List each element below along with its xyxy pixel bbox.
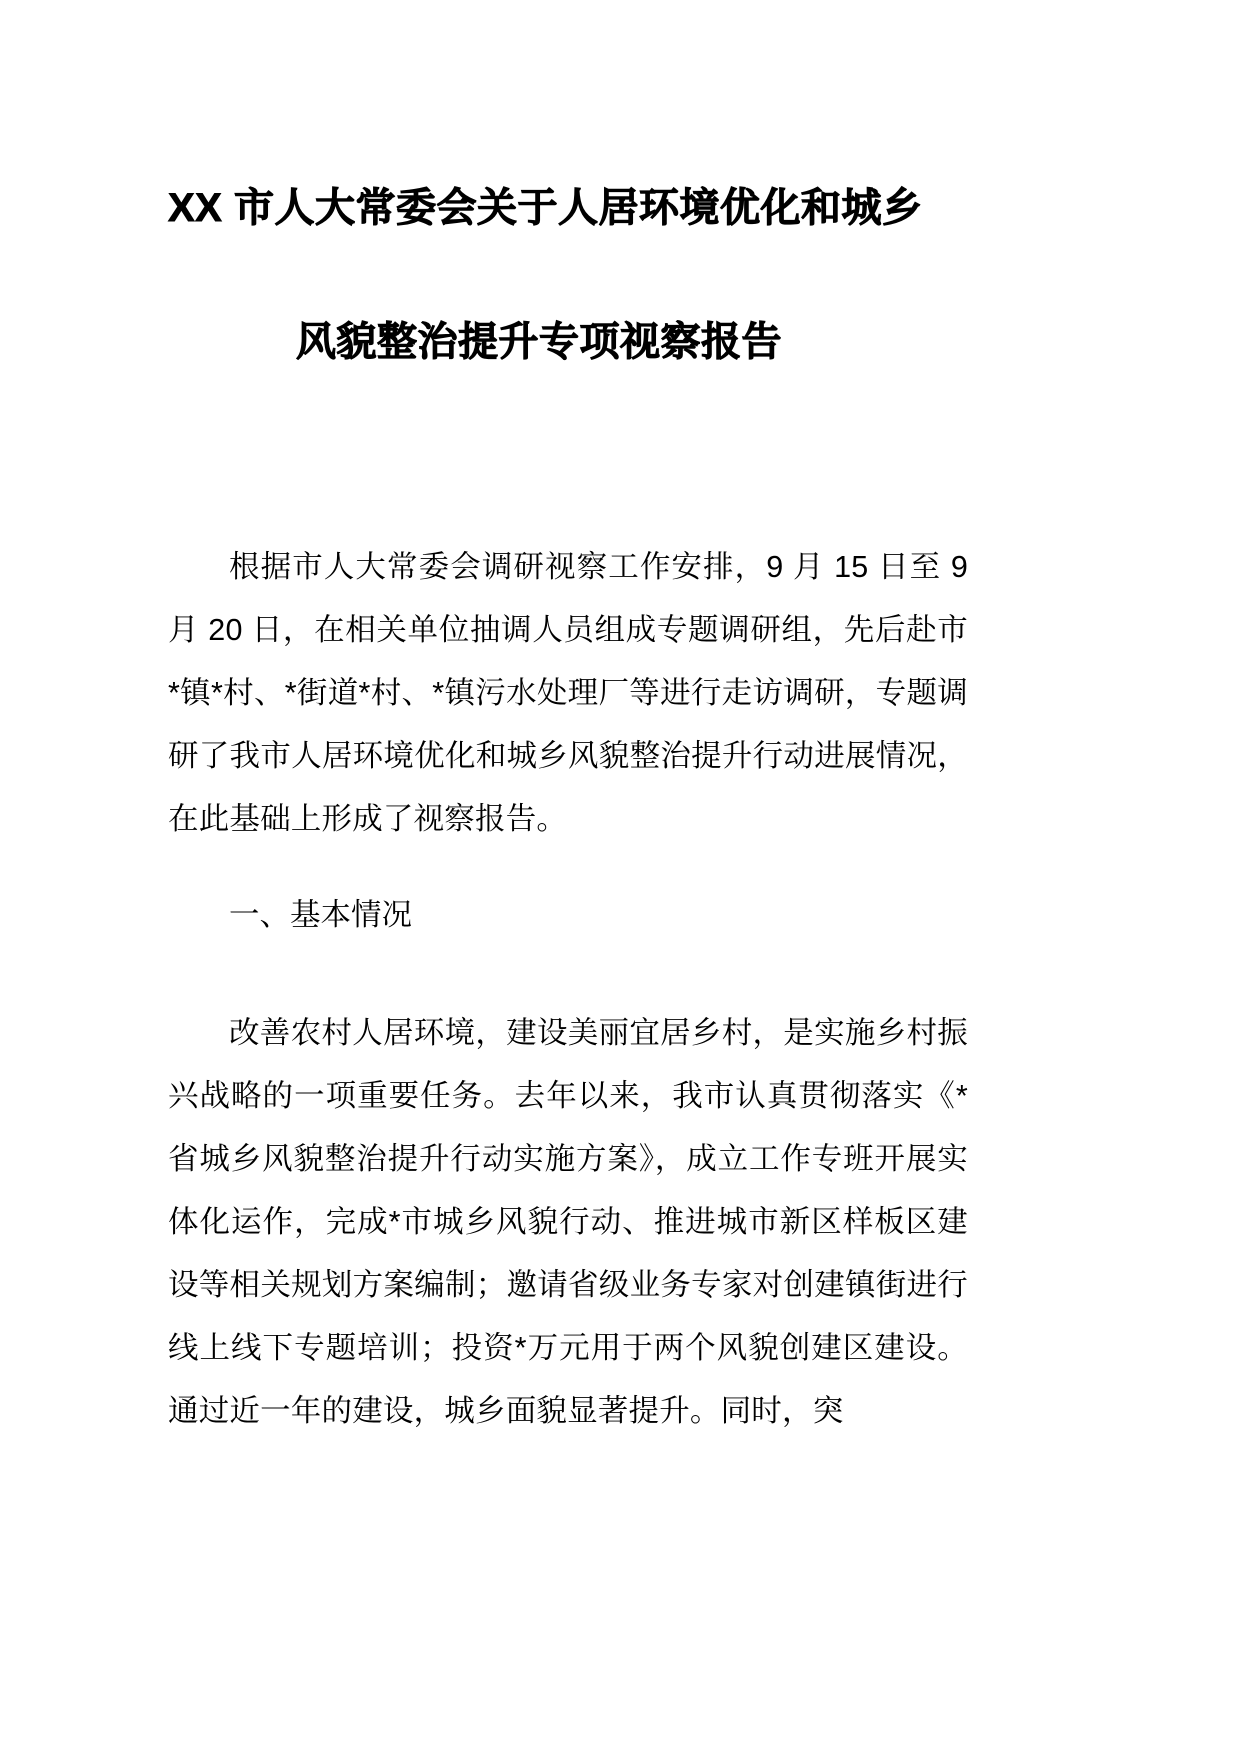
paragraph-introduction: 根据市人大常委会调研视察工作安排，9 月 15 日至 9 月 20 日，在相关单位抽调人员组成专题调研组，先后赴市*镇*村、*街道*村、*镇污水处理厂等进行走访调研，专题调研了我市人居环境优化和城乡风貌整治提升行动进展情况，在此基础上形成了视察报告。 (168, 550, 968, 836)
paragraph-basic-situation: 改善农村人居环境，建设美丽宜居乡村，是实施乡村振兴战略的一项重要任务。去年以来，我市认真贯彻落实《*省城乡风貌整治提升行动实施方案》，成立工作专班开展实体化运作，完成*市城乡风貌行动、推进城市新区样板区建设等相关规划方案编制；邀请省级业务专家对创建镇街进行线上线下专题培训；投资*万元用于两个风貌创建区建设。通过近一年的建设，城乡面貌显著提升。同时，突 (168, 1016, 968, 1428)
document-title-line-2: 风貌整治提升专项视察报告 (296, 320, 782, 364)
document-title-line-1: XX 市人大常委会关于人居环境优化和城乡 (168, 186, 923, 230)
section-heading-basic-situation: 一、基本情况 (229, 898, 412, 932)
